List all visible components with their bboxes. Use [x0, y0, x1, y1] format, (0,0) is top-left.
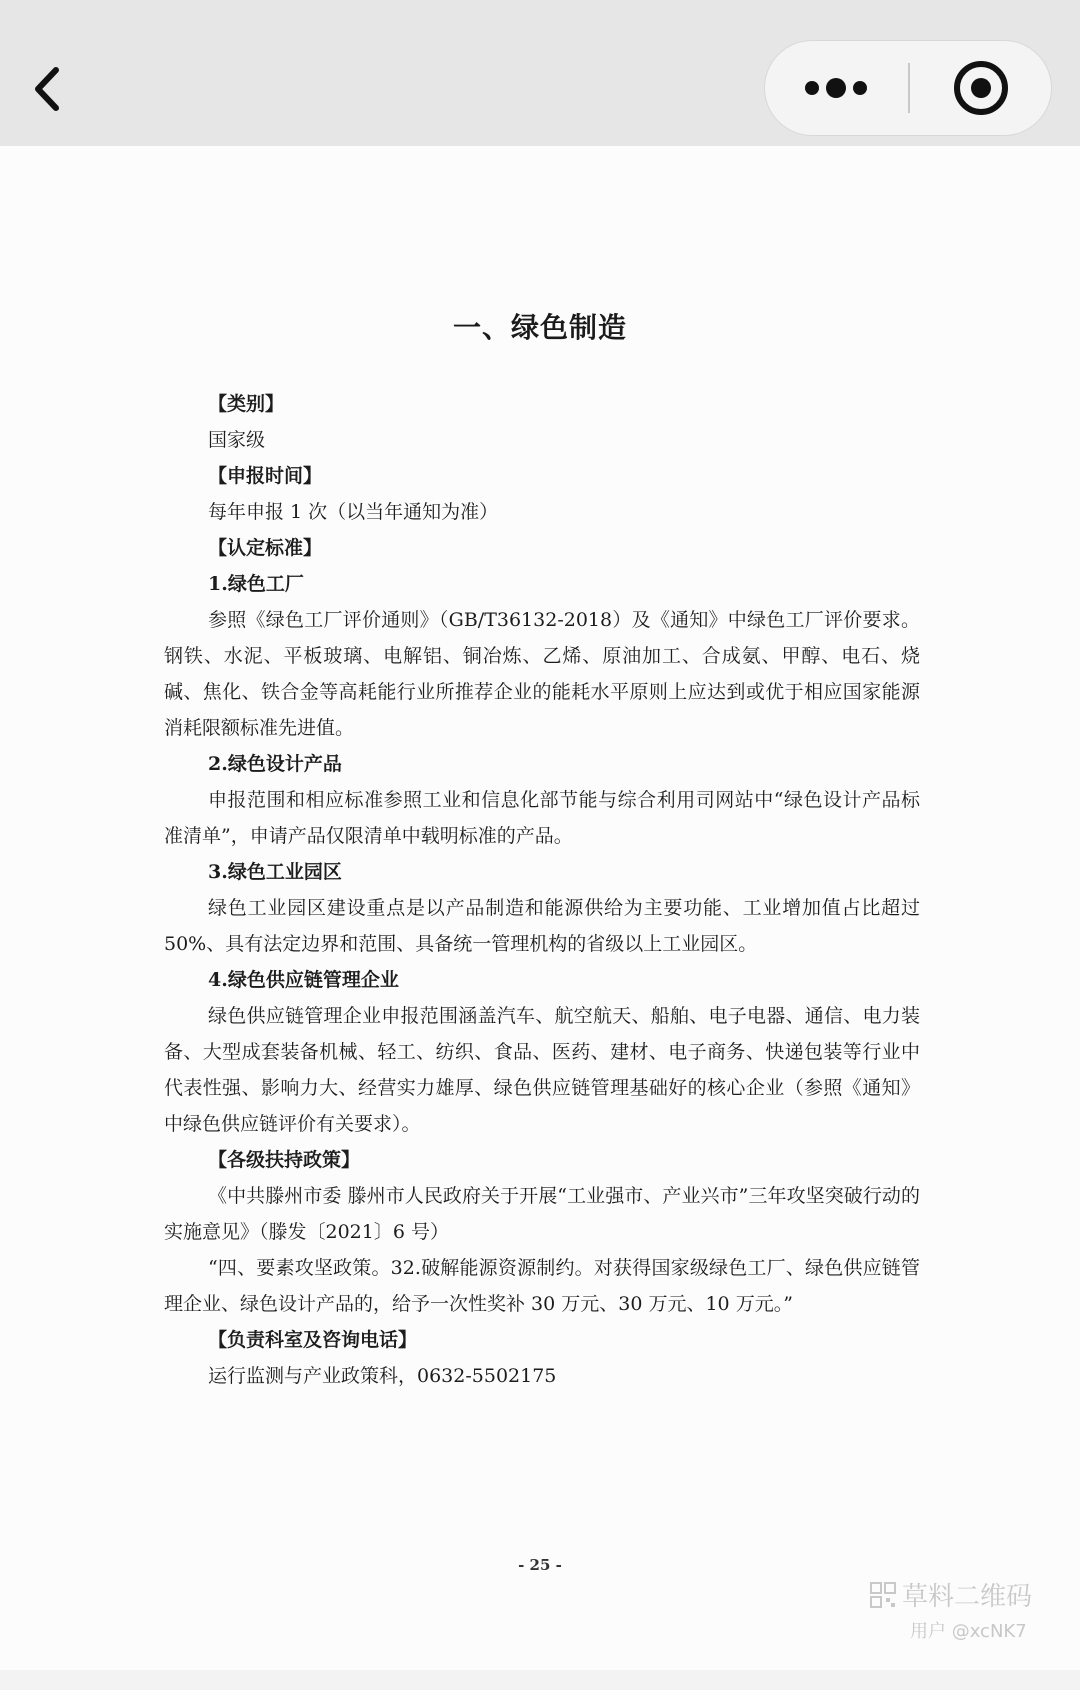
target-close-icon	[911, 41, 1051, 135]
time-heading: 【申报时间】	[208, 465, 323, 487]
item3-heading: 3.绿色工业园区	[208, 861, 342, 883]
time-value: 每年申报 1 次（以当年通知为准）	[208, 501, 499, 523]
more-button[interactable]	[765, 41, 908, 135]
document-body	[164, 386, 920, 1394]
item2-text: 申报范围和相应标准参照工业和信息化部节能与综合利用司网站中“绿色设计产品标准清单”，申请产品仅限清单中载明标准的产品。	[164, 789, 920, 847]
item4-text: 绿色供应链管理企业申报范围涵盖汽车、航空航天、船舶、电子电器、通信、电力装备、大型成套装备机械、轻工、纺织、食品、医药、建材、电子商务、快递包装等行业中代表性强、影响力大、经营实力雄厚、绿色供应链管理基础好的核心企业（参照《通知》中绿色供应链评价有关要求）。	[164, 1005, 920, 1135]
watermark-account: 用户 @xcNK7	[910, 1621, 1027, 1642]
bottom-strip	[0, 1670, 1080, 1690]
document-title: 一、绿色制造	[452, 311, 627, 344]
chevron-left-icon	[26, 54, 86, 124]
watermark	[870, 1576, 1070, 1643]
qr-code-icon	[870, 1582, 896, 1608]
category-heading: 【类别】	[208, 393, 285, 415]
contact-value: 运行监测与产业政策科，0632-5502175	[208, 1365, 557, 1387]
item1-text: 参照《绿色工厂评价通则》（GB/T36132-2018）及《通知》中绿色工厂评价要求。钢铁、水泥、平板玻璃、电解铝、铜冶炼、乙烯、原油加工、合成氨、甲醇、电石、烧碱、焦化、铁合金等高耗能行业所推荐企业的能耗水平原则上应达到或优于相应国家能源消耗限额标准先进值。	[164, 609, 920, 739]
document-page	[0, 146, 1080, 1670]
category-value: 国家级	[208, 429, 266, 451]
mini-program-capsule	[764, 40, 1052, 136]
policy-text-1: 《中共滕州市委 滕州市人民政府关于开展“工业强市、产业兴市”三年攻坚突破行动的实施意见》（滕发〔2021〕6 号）	[164, 1185, 920, 1243]
more-dots-icon	[765, 41, 908, 135]
watermark-brand: 草料二维码	[902, 1582, 1033, 1612]
page-number: - 25 -	[518, 1556, 562, 1574]
item1-heading: 1.绿色工厂	[208, 573, 304, 595]
capsule-divider	[908, 63, 910, 113]
policy-heading: 【各级扶持政策】	[208, 1149, 361, 1171]
item3-text: 绿色工业园区建设重点是以产品制造和能源供给为主要功能、工业增加值占比超过 50%、具有法定边界和范围、具备统一管理机构的省级以上工业园区。	[164, 897, 920, 955]
back-button[interactable]	[26, 54, 86, 124]
item2-heading: 2.绿色设计产品	[208, 753, 342, 775]
item4-heading: 4.绿色供应链管理企业	[208, 969, 399, 991]
criteria-heading: 【认定标准】	[208, 537, 323, 559]
watermark-brand-row	[870, 1576, 1070, 1613]
policy-text-2: “四、要素攻坚政策。32.破解能源资源制约。对获得国家级绿色工厂、绿色供应链管理企业、绿色设计产品的，给予一次性奖补 30 万元、30 万元、10 万元。”	[164, 1257, 920, 1315]
close-button[interactable]	[911, 41, 1051, 135]
top-nav-bar	[0, 0, 1080, 146]
contact-heading: 【负责科室及咨询电话】	[208, 1329, 418, 1351]
